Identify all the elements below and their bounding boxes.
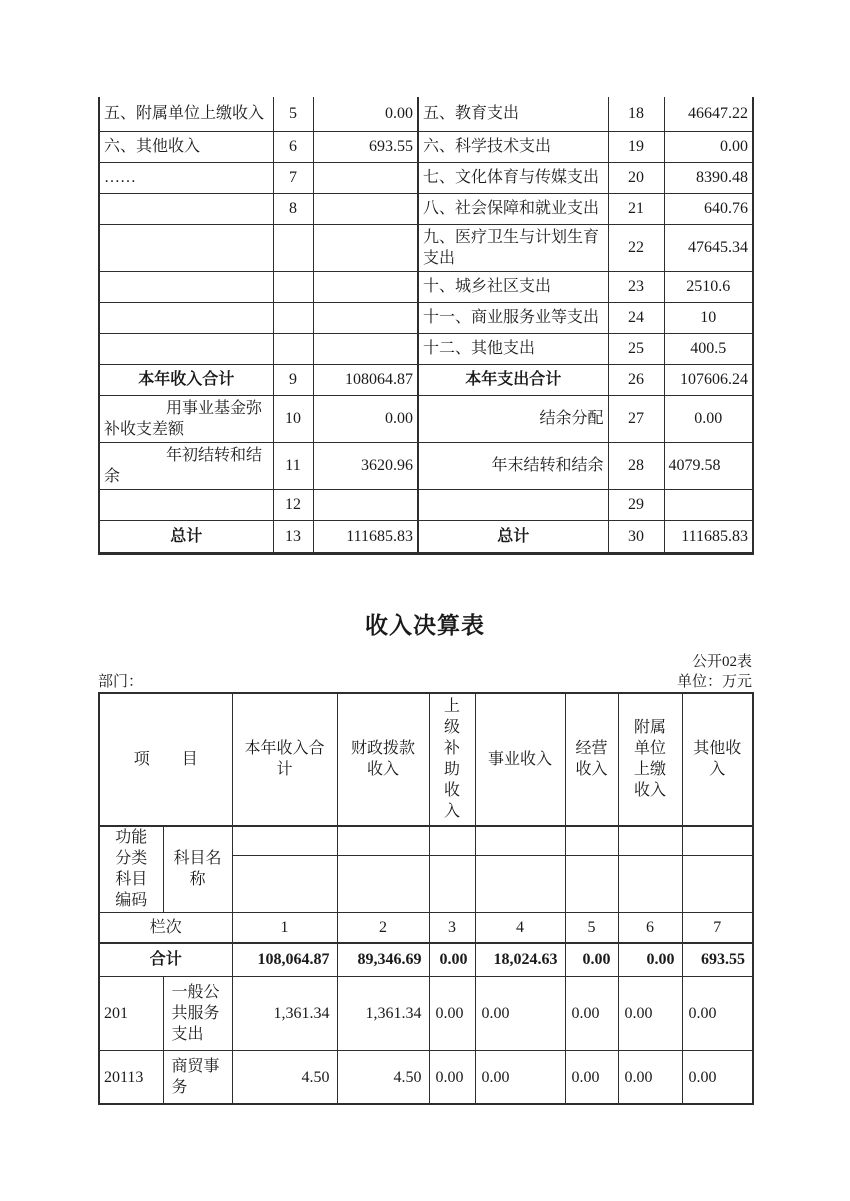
subject-code: 201 xyxy=(99,977,163,1051)
summary-cell-r2-c1: 六、其他收入 xyxy=(99,131,273,162)
income-value: 0.00 xyxy=(682,1051,753,1105)
header-col-affiliate: 附属单位上缴收入 xyxy=(618,693,682,826)
summary-cell-r8-c6: 400.5 xyxy=(664,333,753,364)
summary-cell-r12-c3 xyxy=(313,489,418,520)
summary-cell-r4-c2: 8 xyxy=(273,193,313,224)
summary-row xyxy=(99,333,753,364)
income-value: 0.00 xyxy=(618,1051,682,1105)
summary-cell-r5-c3 xyxy=(313,224,418,271)
summary-cell-r11-c2: 11 xyxy=(273,442,313,489)
total-label: 合计 xyxy=(99,943,232,977)
header-col-other: 其他收入 xyxy=(682,693,753,826)
summary-row xyxy=(99,97,753,131)
subject-name: 一般公共服务支出 xyxy=(163,977,232,1051)
total-value: 0.00 xyxy=(565,943,618,977)
subject-name: 商贸事务 xyxy=(163,1051,232,1105)
header-col-fiscal: 财政拨款收入 xyxy=(337,693,429,826)
blank-cell xyxy=(565,826,618,856)
income-value: 0.00 xyxy=(618,977,682,1051)
summary-cell-r12-c5: 29 xyxy=(608,489,664,520)
header-col-total: 本年收入合计 xyxy=(232,693,337,826)
income-value: 0.00 xyxy=(429,977,475,1051)
header-col-operation: 事业收入 xyxy=(475,693,565,826)
summary-cell-r4-c5: 21 xyxy=(608,193,664,224)
total-value: 0.00 xyxy=(618,943,682,977)
summary-row xyxy=(99,302,753,333)
income-value: 0.00 xyxy=(475,977,565,1051)
summary-cell-r7-c5: 24 xyxy=(608,302,664,333)
summary-cell-r3-c3 xyxy=(313,162,418,193)
summary-cell-r7-c1 xyxy=(99,302,273,333)
total-value: 89,346.69 xyxy=(337,943,429,977)
summary-cell-r5-c5: 22 xyxy=(608,224,664,271)
summary-cell-r9-c2: 9 xyxy=(273,364,313,395)
summary-cell-r6-c3 xyxy=(313,271,418,302)
income-value: 0.00 xyxy=(565,977,618,1051)
summary-cell-r7-c3 xyxy=(313,302,418,333)
summary-cell-r2-c4: 六、科学技术支出 xyxy=(418,131,608,162)
summary-cell-r7-c6: 10 xyxy=(664,302,753,333)
income-header-row xyxy=(99,693,753,826)
summary-cell-r11-c3: 3620.96 xyxy=(313,442,418,489)
summary-cell-r11-c5: 28 xyxy=(608,442,664,489)
summary-cell-r2-c2: 6 xyxy=(273,131,313,162)
column-number: 2 xyxy=(337,913,429,943)
total-row xyxy=(99,943,753,977)
summary-cell-r4-c6: 640.76 xyxy=(664,193,753,224)
summary-row xyxy=(99,271,753,302)
summary-cell-r13-c2: 13 xyxy=(273,520,313,553)
blank-cell xyxy=(618,856,682,913)
summary-cell-r7-c4: 十一、商业服务业等支出 xyxy=(418,302,608,333)
summary-cell-r12-c6 xyxy=(664,489,753,520)
blank-cell xyxy=(232,826,337,856)
summary-cell-r3-c4: 七、文化体育与传媒支出 xyxy=(418,162,608,193)
summary-cell-r6-c4: 十、城乡社区支出 xyxy=(418,271,608,302)
column-number: 7 xyxy=(682,913,753,943)
summary-cell-r2-c5: 19 xyxy=(608,131,664,162)
summary-row xyxy=(99,193,753,224)
summary-row xyxy=(99,442,753,489)
column-number-row xyxy=(99,913,753,943)
summary-cell-r7-c2 xyxy=(273,302,313,333)
summary-cell-r13-c3: 111685.83 xyxy=(313,520,418,553)
summary-row xyxy=(99,395,753,442)
income-data-row xyxy=(99,1051,753,1105)
summary-cell-r1-c1: 五、附属单位上缴收入 xyxy=(99,97,273,131)
department-label: 部门： xyxy=(98,673,144,690)
blank-cell xyxy=(337,856,429,913)
income-value: 0.00 xyxy=(429,1051,475,1105)
summary-cell-r5-c1 xyxy=(99,224,273,271)
summary-cell-r12-c2: 12 xyxy=(273,489,313,520)
summary-cell-r9-c3: 108064.87 xyxy=(313,364,418,395)
blank-cell xyxy=(232,856,337,913)
income-value: 0.00 xyxy=(475,1051,565,1105)
income-value: 4.50 xyxy=(337,1051,429,1105)
summary-cell-r8-c4: 十二、其他支出 xyxy=(418,333,608,364)
header-col-business: 经营收入 xyxy=(565,693,618,826)
income-value: 1,361.34 xyxy=(337,977,429,1051)
summary-cell-r11-c4: 年末结转和结余 xyxy=(418,442,608,489)
subject-code: 20113 xyxy=(99,1051,163,1105)
header-code-label: 功能分类科目编码 xyxy=(99,826,163,913)
summary-cell-r5-c6: 47645.34 xyxy=(664,224,753,271)
summary-cell-r6-c5: 23 xyxy=(608,271,664,302)
summary-cell-r3-c1: …… xyxy=(99,162,273,193)
blank-cell xyxy=(565,856,618,913)
summary-cell-r8-c2 xyxy=(273,333,313,364)
summary-cell-r9-c5: 26 xyxy=(608,364,664,395)
column-number: 5 xyxy=(565,913,618,943)
income-value: 4.50 xyxy=(232,1051,337,1105)
summary-cell-r10-c2: 10 xyxy=(273,395,313,442)
column-number: 3 xyxy=(429,913,475,943)
income-data-row xyxy=(99,977,753,1051)
blank-cell xyxy=(429,826,475,856)
total-value: 108,064.87 xyxy=(232,943,337,977)
summary-row xyxy=(99,131,753,162)
row-label-lanci: 栏次 xyxy=(99,913,232,943)
blank-cell xyxy=(337,826,429,856)
summary-cell-r2-c6: 0.00 xyxy=(664,131,753,162)
summary-cell-r8-c5: 25 xyxy=(608,333,664,364)
form-number: 公开02表 xyxy=(691,653,752,670)
column-number: 1 xyxy=(232,913,337,943)
summary-row xyxy=(99,364,753,395)
header-item: 项 目 xyxy=(99,693,232,826)
summary-cell-r10-c3: 0.00 xyxy=(313,395,418,442)
total-value: 18,024.63 xyxy=(475,943,565,977)
income-value: 1,361.34 xyxy=(232,977,337,1051)
summary-cell-r6-c1 xyxy=(99,271,273,302)
summary-cell-r13-c5: 30 xyxy=(608,520,664,553)
summary-row xyxy=(99,162,753,193)
summary-row xyxy=(99,224,753,271)
summary-cell-r13-c4: 总计 xyxy=(418,520,608,553)
summary-cell-r12-c1 xyxy=(99,489,273,520)
summary-cell-r2-c3: 693.55 xyxy=(313,131,418,162)
summary-cell-r10-c6: 0.00 xyxy=(664,395,753,442)
blank-cell xyxy=(429,856,475,913)
summary-cell-r12-c4 xyxy=(418,489,608,520)
summary-cell-r1-c4: 五、教育支出 xyxy=(418,97,608,131)
income-value: 0.00 xyxy=(682,977,753,1051)
summary-cell-r3-c5: 20 xyxy=(608,162,664,193)
total-value: 0.00 xyxy=(429,943,475,977)
summary-cell-r1-c3: 0.00 xyxy=(313,97,418,131)
summary-cell-r10-c5: 27 xyxy=(608,395,664,442)
header-name-label: 科目名称 xyxy=(163,826,232,913)
summary-cell-r8-c1 xyxy=(99,333,273,364)
income-table xyxy=(98,692,754,1106)
summary-cell-r9-c4: 本年支出合计 xyxy=(418,364,608,395)
page-title: 收入决算表 xyxy=(365,612,485,638)
summary-cell-r4-c1 xyxy=(99,193,273,224)
summary-cell-r10-c4: 结余分配 xyxy=(418,395,608,442)
summary-row xyxy=(99,489,753,520)
summary-table xyxy=(98,97,754,555)
header-col-superior-subsidy: 上级补助收入 xyxy=(429,693,475,826)
summary-cell-r4-c3 xyxy=(313,193,418,224)
unit-label: 单位：万元 xyxy=(676,673,752,690)
summary-cell-r1-c5: 18 xyxy=(608,97,664,131)
summary-cell-r1-c6: 46647.22 xyxy=(664,97,753,131)
summary-cell-r5-c4: 九、医疗卫生与计划生育支出 xyxy=(418,224,608,271)
summary-cell-r6-c6: 2510.6 xyxy=(664,271,753,302)
summary-cell-r10-c1: 用事业基金弥补收支差额 xyxy=(99,395,273,442)
income-subheader-row-1 xyxy=(99,826,753,856)
blank-cell xyxy=(475,826,565,856)
summary-cell-r3-c6: 8390.48 xyxy=(664,162,753,193)
summary-cell-r9-c6: 107606.24 xyxy=(664,364,753,395)
total-value: 693.55 xyxy=(682,943,753,977)
summary-cell-r6-c2 xyxy=(273,271,313,302)
summary-cell-r4-c4: 八、社会保障和就业支出 xyxy=(418,193,608,224)
summary-cell-r1-c2: 5 xyxy=(273,97,313,131)
column-number: 6 xyxy=(618,913,682,943)
summary-cell-r5-c2 xyxy=(273,224,313,271)
summary-row xyxy=(99,520,753,553)
summary-cell-r3-c2: 7 xyxy=(273,162,313,193)
page-content xyxy=(98,0,752,1105)
blank-cell xyxy=(682,826,753,856)
meta-line xyxy=(98,672,752,692)
summary-cell-r9-c1: 本年收入合计 xyxy=(99,364,273,395)
summary-cell-r8-c3 xyxy=(313,333,418,364)
blank-cell xyxy=(618,826,682,856)
blank-cell xyxy=(682,856,753,913)
summary-cell-r13-c6: 111685.83 xyxy=(664,520,753,553)
column-number: 4 xyxy=(475,913,565,943)
blank-cell xyxy=(475,856,565,913)
summary-cell-r11-c6: 4079.58 xyxy=(664,442,753,489)
summary-cell-r11-c1: 年初结转和结余 xyxy=(99,442,273,489)
summary-cell-r13-c1: 总计 xyxy=(99,520,273,553)
income-value: 0.00 xyxy=(565,1051,618,1105)
